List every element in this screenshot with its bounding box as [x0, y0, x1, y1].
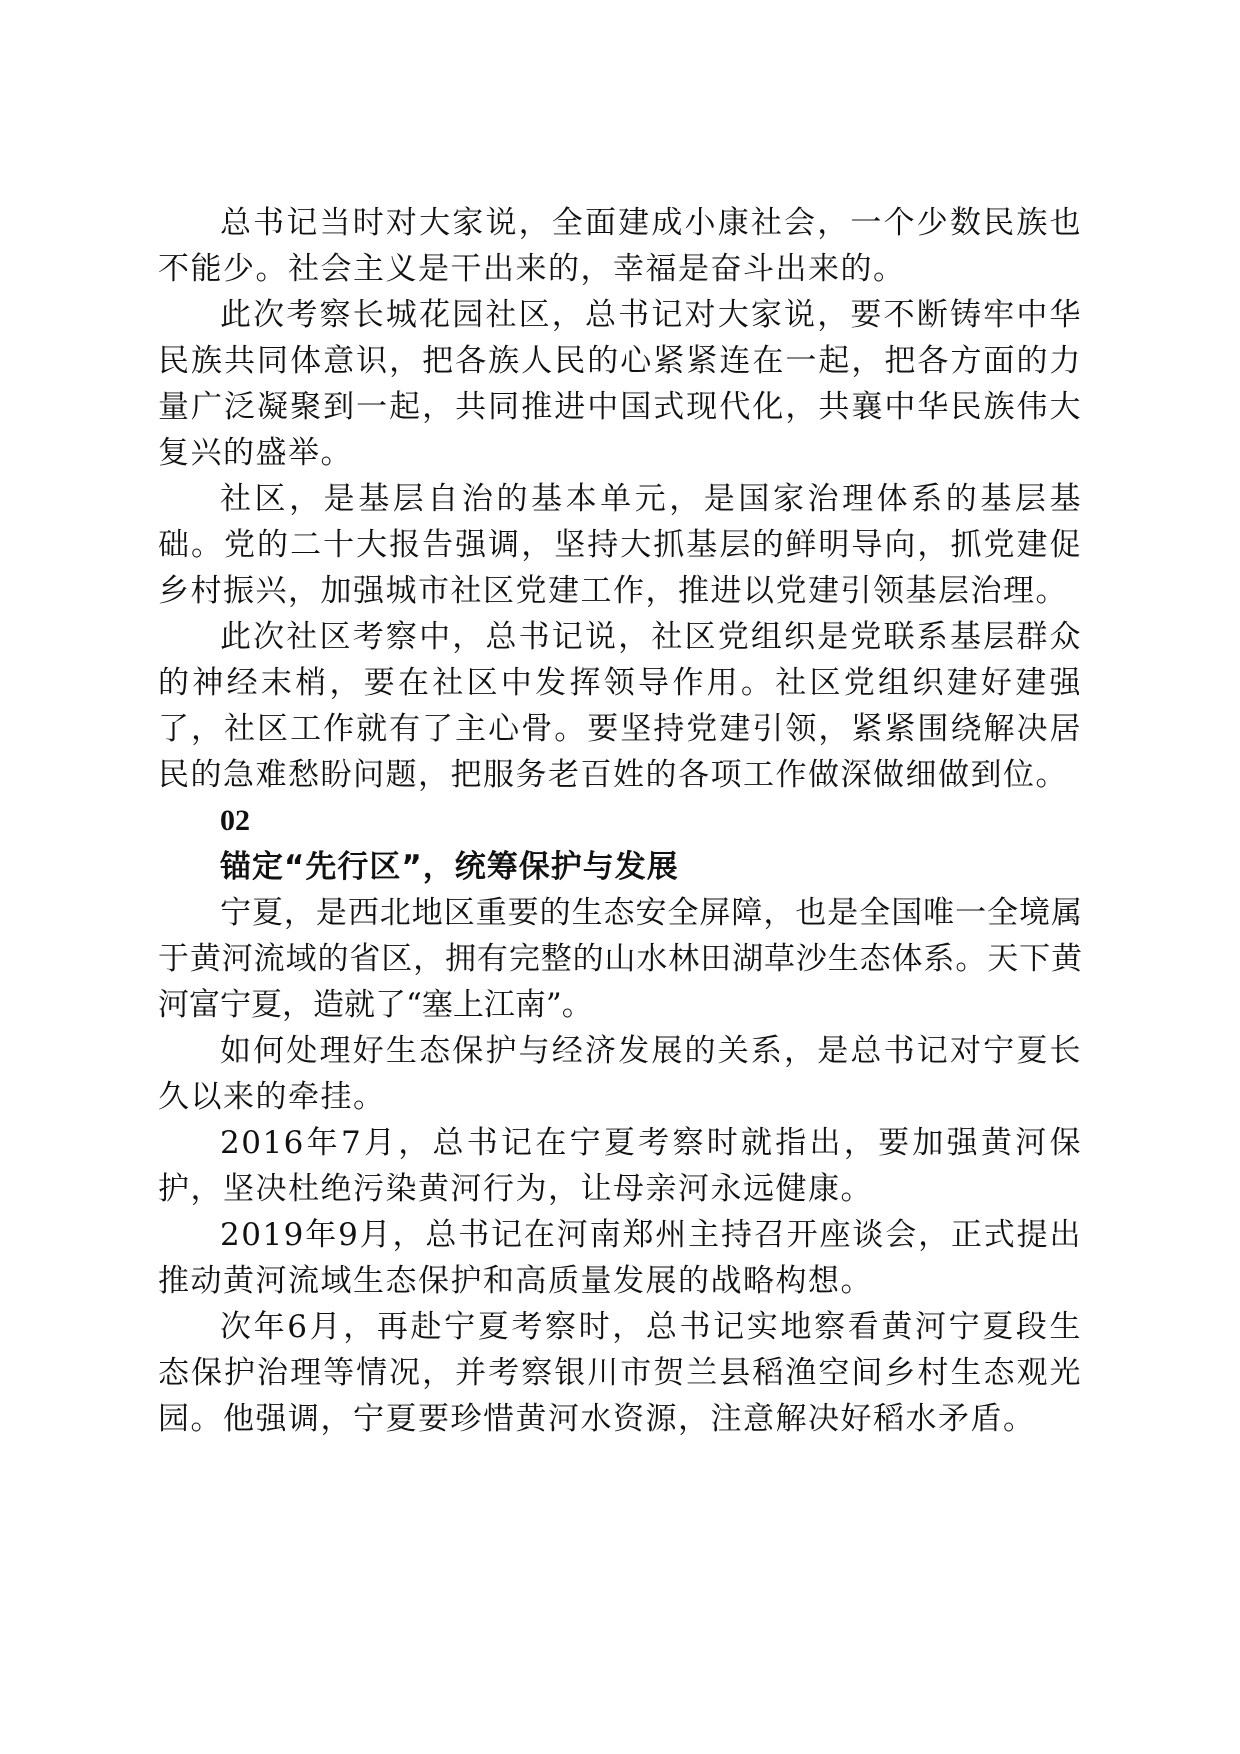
paragraph-xiaokang: 总书记当时对大家说，全面建成小康社会，一个少数民族也不能少。社会主义是干出来的，幸福是奋斗出来的。 [158, 205, 1082, 287]
paragraph-next-year: 次年6月，再赴宁夏考察时，总书记实地察看黄河宁夏段生态保护治理等情况，并考察银川市贺兰县稻渔空间乡村生态观光园。他强调，宁夏要珍惜黄河水资源，注意解决好稻水矛盾。 [158, 1309, 1082, 1437]
section-number: 02 [220, 804, 250, 837]
paragraph-2016: 2016年7月，总书记在宁夏考察时就指出，要加强黄河保护，坚决杜绝污染黄河行为，让母亲河永远健康。 [158, 1125, 1082, 1207]
paragraph-community-governance: 社区，是基层自治的基本单元，是国家治理体系的基层基础。党的二十大报告强调，坚持大抓基层的鲜明导向，抓党建促乡村振兴，加强城市社区党建工作，推进以党建引领基层治理。 [158, 481, 1082, 609]
document-page [158, 200, 1082, 1442]
paragraph-ecology-economy: 如何处理好生态保护与经济发展的关系，是总书记对宁夏长久以来的牵挂。 [158, 1033, 1082, 1115]
paragraph-party-organization: 此次社区考察中，总书记说，社区党组织是党联系基层群众的神经末梢，要在社区中发挥领导作用。社区党组织建好建强了，社区工作就有了主心骨。要坚持党建引领，紧紧围绕解决居民的急难愁盼问题，把服务老百姓的各项工作做深做细做到位。 [158, 619, 1082, 793]
paragraph-changcheng-community: 此次考察长城花园社区，总书记对大家说，要不断铸牢中华民族共同体意识，把各族人民的心紧紧连在一起，把各方面的力量广泛凝聚到一起，共同推进中国式现代化，共襄中华民族伟大复兴的盛举。 [158, 297, 1082, 471]
paragraph-ningxia-ecology: 宁夏，是西北地区重要的生态安全屏障，也是全国唯一全境属于黄河流域的省区，拥有完整的山水林田湖草沙生态体系。天下黄河富宁夏，造就了“塞上江南”。 [158, 895, 1082, 1023]
paragraph-2019: 2019年9月，总书记在河南郑州主持召开座谈会，正式提出推动黄河流域生态保护和高质量发展的战略构想。 [158, 1217, 1082, 1299]
section-heading: 锚定“先行区”，统筹保护与发展 [220, 849, 679, 885]
